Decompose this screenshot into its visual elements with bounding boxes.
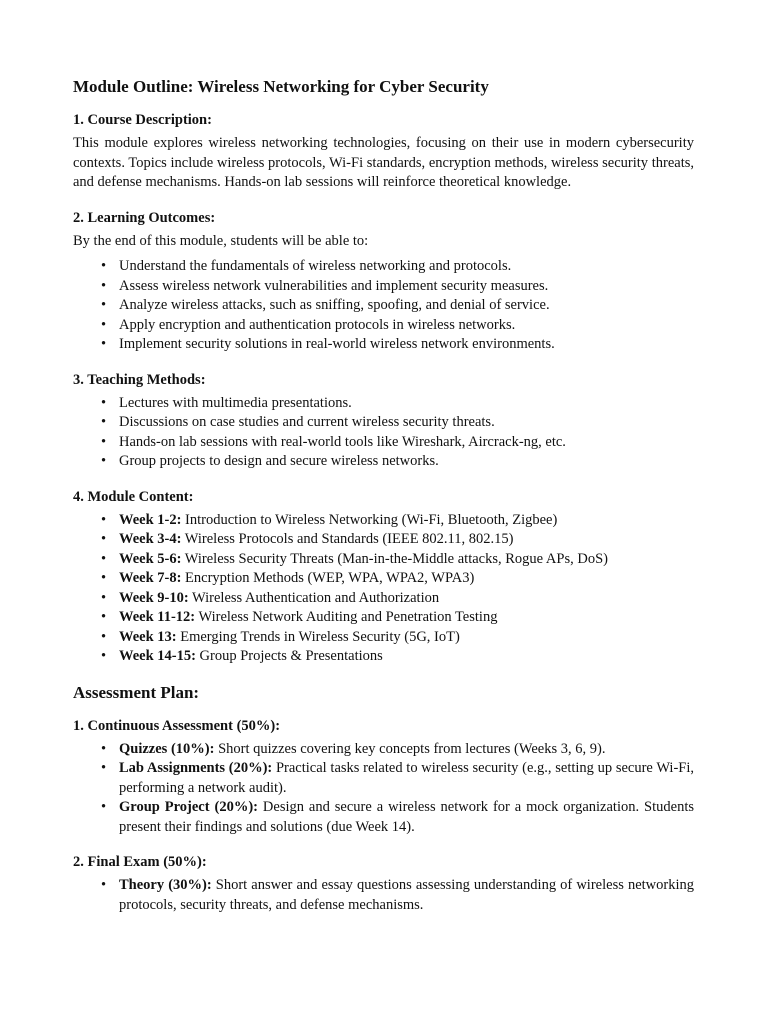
list-item-text: Hands-on lab sessions with real-world tools like Wireshark, Aircrack-ng, etc. <box>119 433 566 450</box>
bullet-icon: • <box>101 877 107 893</box>
assessment-text: Short quizzes covering key concepts from lectures (Weeks 3, 6, 9). <box>214 740 606 757</box>
module-content-section <box>73 487 694 667</box>
week-label: Week 5-6: <box>119 550 182 567</box>
week-label: Week 11-12: <box>119 609 196 625</box>
bullet-icon: • <box>101 277 107 294</box>
list-item <box>101 433 694 453</box>
final-exam-heading: 2. Final Exam (50%): <box>73 854 207 870</box>
assessment-text: Practical tasks related to wireless security (e.g., setting up secure Wi-Fi, performing a network audit). <box>119 760 695 796</box>
module-content-list <box>73 511 694 667</box>
bullet-icon: • <box>101 316 107 333</box>
bullet-icon: • <box>101 589 107 606</box>
assessment-label: Quizzes (10%): <box>119 740 215 757</box>
week-text: Wireless Authentication and Authorization <box>188 589 440 606</box>
week-text: Wireless Protocols and Standards (IEEE 802.11, 802.15) <box>181 531 514 547</box>
list-item <box>101 316 694 336</box>
list-item <box>101 740 694 760</box>
bullet-icon: • <box>101 550 107 567</box>
week-label: Week 9-10: <box>119 589 189 606</box>
bullet-icon: • <box>101 394 107 411</box>
list-item <box>101 550 694 570</box>
teaching-methods-heading: 3. Teaching Methods: <box>73 371 206 388</box>
list-item <box>101 394 694 414</box>
bullet-icon: • <box>101 453 107 469</box>
bullet-icon: • <box>101 628 107 645</box>
list-item <box>101 413 694 433</box>
bullet-icon: • <box>101 258 107 274</box>
list-item-text: Understand the fundamentals of wireless networking and protocols. <box>119 258 512 274</box>
bullet-icon: • <box>101 433 107 450</box>
bullet-icon: • <box>101 531 107 547</box>
course-description-heading: 1. Course Description: <box>73 112 212 128</box>
list-item-text: Discussions on case studies and current wireless security threats. <box>119 414 495 430</box>
teaching-methods-section <box>73 370 694 472</box>
list-item <box>101 530 694 550</box>
continuous-assessment-list <box>73 740 694 838</box>
learning-outcomes-list <box>73 257 694 355</box>
continuous-assessment-heading: 1. Continuous Assessment (50%): <box>73 717 281 734</box>
bullet-icon: • <box>101 760 107 776</box>
module-content-heading: 4. Module Content: <box>73 488 194 505</box>
bullet-icon: • <box>101 297 107 313</box>
list-item <box>101 511 694 531</box>
list-item <box>101 798 694 837</box>
week-label: Week 3-4: <box>119 531 182 547</box>
learning-outcomes-section <box>73 208 694 355</box>
week-label: Week 7-8: <box>119 570 182 586</box>
bullet-icon: • <box>101 799 107 815</box>
list-item-text: Lectures with multimedia presentations. <box>119 394 352 411</box>
continuous-assessment-section <box>73 716 694 838</box>
assessment-text: Short answer and essay questions assessing understanding of wireless networking protocols, security threats, and defense mechanisms. <box>119 877 694 913</box>
list-item <box>101 257 694 277</box>
list-item <box>101 759 694 798</box>
final-exam-section <box>73 852 694 915</box>
week-label: Week 13: <box>119 628 177 645</box>
list-item <box>101 277 694 297</box>
list-item <box>101 876 694 915</box>
learning-outcomes-heading: 2. Learning Outcomes: <box>73 209 216 226</box>
list-item-text: Apply encryption and authentication protocols in wireless networks. <box>119 316 516 333</box>
week-label: Week 1-2: <box>119 511 182 528</box>
assessment-text: Design and secure a wireless network for a mock organization. Students present their findings and solutions (due Week 14). <box>119 799 694 835</box>
assessment-label: Lab Assignments (20%): <box>119 760 273 776</box>
week-text: Encryption Methods (WEP, WPA, WPA2, WPA3) <box>181 570 475 586</box>
week-label: Week 14-15: <box>119 648 196 664</box>
list-item <box>101 608 694 628</box>
week-text: Group Projects & Presentations <box>195 648 383 664</box>
bullet-icon: • <box>101 609 107 625</box>
list-item-text: Group projects to design and secure wireless networks. <box>119 453 439 469</box>
assessment-label: Theory (30%): <box>119 877 212 893</box>
bullet-icon: • <box>101 740 107 757</box>
bullet-icon: • <box>101 336 107 352</box>
list-item <box>101 569 694 589</box>
list-item-text: Assess wireless network vulnerabilities and implement security measures. <box>119 277 549 294</box>
list-item-text: Implement security solutions in real-world wireless network environments. <box>119 336 555 352</box>
list-item <box>101 589 694 609</box>
page-title: Module Outline: Wireless Networking for Cyber Security <box>73 77 489 96</box>
list-item <box>101 296 694 316</box>
assessment-label: Group Project (20%): <box>119 799 258 815</box>
list-item <box>101 335 694 355</box>
assessment-plan-title: Assessment Plan: <box>73 682 200 702</box>
list-item <box>101 647 694 667</box>
learning-outcomes-intro: By the end of this module, students will be able to: <box>73 232 369 249</box>
course-description-text: This module explores wireless networking technologies, focusing on their use in modern cybersecurity contexts. Topics include wireless protocols, Wi-Fi standards, encryption methods, wireless security threats, and defense mechanisms. Hands-on lab sessions will reinforce theoretical knowledge. <box>73 135 694 190</box>
list-item-text: Analyze wireless attacks, such as sniffing, spoofing, and denial of service. <box>119 297 550 313</box>
final-exam-list <box>73 876 694 915</box>
list-item <box>101 628 694 648</box>
week-text: Emerging Trends in Wireless Security (5G, IoT) <box>176 628 460 645</box>
teaching-methods-list <box>73 394 694 472</box>
list-item <box>101 452 694 472</box>
bullet-icon: • <box>101 648 107 664</box>
course-description-section <box>73 110 694 193</box>
week-text: Wireless Network Auditing and Penetration Testing <box>195 609 498 625</box>
week-text: Wireless Security Threats (Man-in-the-Middle attacks, Rogue APs, DoS) <box>181 550 608 567</box>
week-text: Introduction to Wireless Networking (Wi-Fi, Bluetooth, Zigbee) <box>181 511 558 528</box>
bullet-icon: • <box>101 511 107 528</box>
bullet-icon: • <box>101 414 107 430</box>
bullet-icon: • <box>101 570 107 586</box>
